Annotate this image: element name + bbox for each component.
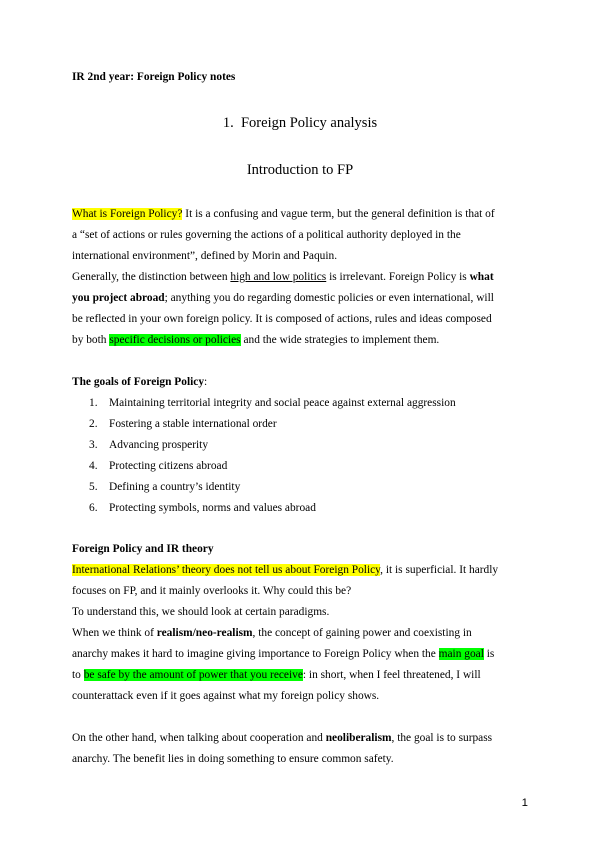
text-line — [72, 665, 530, 686]
highlight-yellow: International Relations’ theory does not tell us about Foreign Policy — [72, 564, 381, 576]
page-number: 1 — [521, 797, 528, 809]
highlight-green: be safe by the amount of power that you receive — [83, 669, 303, 681]
text-line: international environment”, defined by Morin and Paquin. — [72, 250, 338, 262]
bold-term: realism/neo-realism — [156, 627, 253, 639]
list-item-number: 5. — [89, 481, 98, 493]
document-header: IR 2nd year: Foreign Policy notes — [72, 71, 236, 83]
text-line: focuses on FP, and it mainly overlooks it. Why could this be? — [72, 585, 352, 597]
list-item-number: 4. — [89, 460, 98, 472]
text-run: , the concept of gaining power and coexisting in — [252, 627, 472, 639]
list-item — [72, 435, 456, 456]
underlined-term: high and low politics — [230, 271, 327, 283]
text-line — [72, 644, 530, 665]
text-line — [72, 330, 530, 351]
list-item — [72, 477, 456, 498]
intro-paragraph — [72, 204, 530, 351]
list-item-number: 3. — [89, 439, 98, 451]
highlight-green: specific decisions or policies — [109, 334, 241, 346]
text-line — [72, 728, 530, 749]
text-run: Generally, the distinction between — [72, 271, 231, 283]
text-line — [72, 267, 530, 288]
cooperation-paragraph — [72, 728, 530, 770]
list-item-text: Protecting symbols, norms and values abroad — [109, 502, 316, 514]
section-subtitle: Introduction to FP — [246, 162, 354, 178]
section-title-text: Foreign Policy analysis — [240, 115, 378, 131]
text-line: a “set of actions or rules governing the actions of a political authority deployed in the — [72, 229, 461, 241]
list-item-text: Fostering a stable international order — [109, 418, 277, 430]
list-item — [72, 414, 456, 435]
list-item-number: 6. — [89, 502, 98, 514]
list-item-text: Maintaining territorial integrity and social peace against external aggression — [109, 397, 456, 409]
goals-list — [72, 393, 456, 519]
text-run: ; anything you do regarding domestic policies or even international, will — [164, 292, 494, 304]
text-line — [72, 204, 530, 225]
text-line — [72, 288, 530, 309]
list-item-text: Defining a country’s identity — [109, 481, 241, 493]
list-item-text: Advancing prosperity — [109, 439, 209, 451]
text-line: anarchy. The benefit lies in doing something to ensure common safety. — [72, 753, 394, 765]
goals-heading-text: The goals of Foreign Policy — [72, 376, 205, 388]
list-item-number: 2. — [89, 418, 98, 430]
text-run: On the other hand, when talking about cooperation and — [72, 732, 326, 744]
goals-heading-colon: : — [204, 376, 208, 388]
list-item-number: 1. — [89, 397, 98, 409]
text-run: anarchy makes it hard to imagine giving importance to Foreign Policy when the — [72, 648, 439, 660]
text-run: It is a confusing and vague term, but the general definition is that of — [182, 208, 495, 220]
text-run: to — [72, 669, 84, 681]
list-item — [72, 498, 456, 519]
text-line — [72, 623, 530, 644]
text-run: : in short, when I feel threatened, I will — [302, 669, 481, 681]
highlight-green: main goal — [438, 648, 484, 660]
ir-theory-paragraph — [72, 560, 530, 707]
section-title-number: 1. — [222, 115, 234, 131]
text-run: , the goal is to surpass — [391, 732, 493, 744]
text-line — [72, 560, 530, 581]
section-title — [0, 115, 600, 132]
list-item — [72, 393, 456, 414]
text-run: by both — [72, 334, 110, 346]
bold-term: you project abroad — [72, 292, 165, 304]
goals-heading — [72, 372, 207, 393]
text-run: When we think of — [72, 627, 157, 639]
bold-term: what — [469, 271, 494, 283]
text-run: is — [483, 648, 495, 660]
text-run: , it is superficial. It hardly — [380, 564, 499, 576]
text-line: To understand this, we should look at certain paradigms. — [72, 606, 330, 618]
text-run: is irrelevant. Foreign Policy is — [326, 271, 470, 283]
text-line: counterattack even if it goes against what my foreign policy shows. — [72, 690, 380, 702]
bold-term: neoliberalism — [325, 732, 392, 744]
ir-theory-heading: Foreign Policy and IR theory — [72, 543, 214, 555]
highlight-question: What is Foreign Policy? — [72, 208, 183, 220]
list-item — [72, 456, 456, 477]
text-line: be reflected in your own foreign policy. It is composed of actions, rules and ideas composed — [72, 313, 492, 325]
list-item-text: Protecting citizens abroad — [109, 460, 228, 472]
text-run: and the wide strategies to implement them. — [240, 334, 440, 346]
